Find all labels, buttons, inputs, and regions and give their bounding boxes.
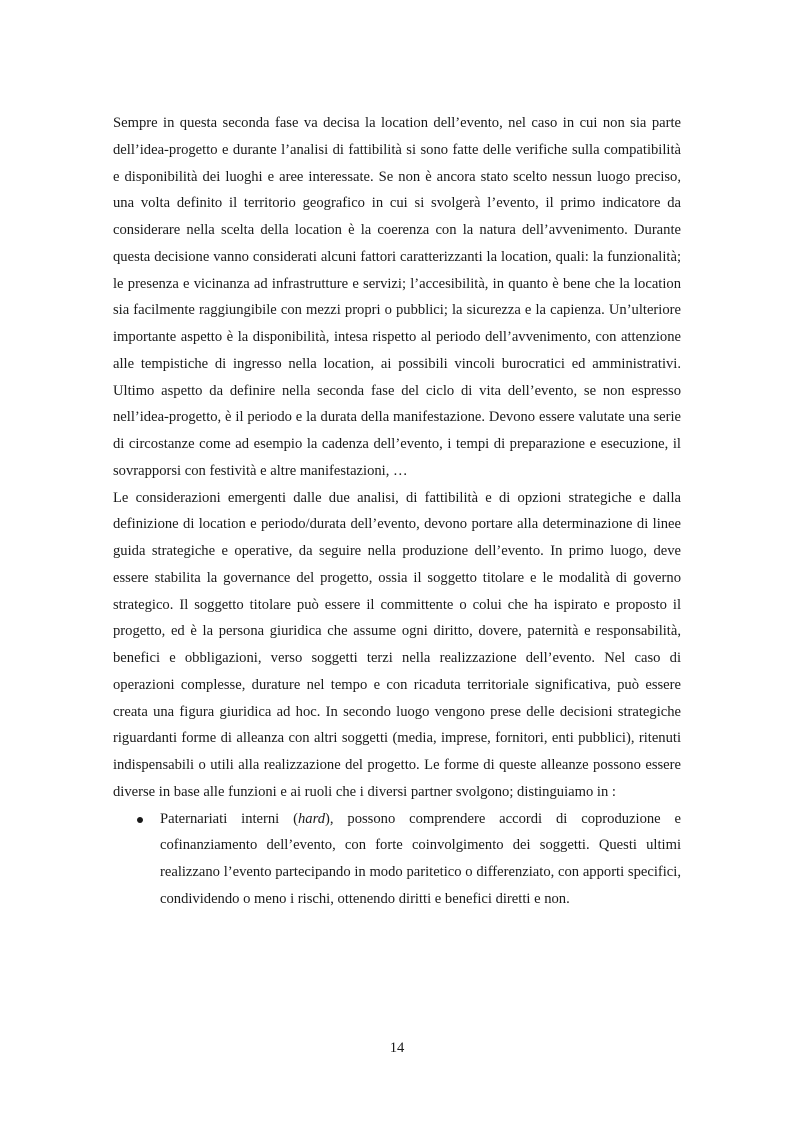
paragraph-location: Sempre in questa seconda fase va decisa la location dell’evento, nel caso in cui non sia parte dell’idea-progetto e durante l’analisi di fattibilità si sono fatte delle verifiche sulla compatibilità e disponibilità dei luoghi e aree interessate. Se non è ancora stato scelto nessun luogo preciso, una volta definito il territorio geografico in cui si svolgerà l’evento, il primo indicatore da considerare nella scelta della location è la coerenza con la natura dell’avvenimento. Durante questa decisione vanno considerati alcuni fattori caratterizzanti la location, quali: la funzionalità; le presenza e vicinanza ad infrastrutture e servizi; l’accesibilità, in quanto è bene che la location sia facilmente raggiungibile con mezzi propri o pubblici; la sicurezza e la capienza. Un’ulteriore importante aspetto è la disponibilità, intesa rispetto al periodo dell’avvenimento, con attenzione alle tempistiche di ingresso nella location, ai possibili vincoli burocratici ed amministrativi. Ultimo aspetto da definire nella seconda fase del ciclo di vita dell’evento, se non espresso nell’idea-progetto, è il periodo e la durata della manifestazione. Devono essere valutate una serie di circostanze come ad esempio la cadenza dell’evento, i tempi di preparazione e esecuzione, il sovrapporsi con festività e altre manifestazioni, … <box>113 115 681 479</box>
bullet-list <box>113 806 681 913</box>
body-text <box>113 110 681 913</box>
bullet-text-prefix: Paternariati interni ( <box>160 810 298 827</box>
bullet-icon <box>137 817 143 823</box>
page-number: 14 <box>389 1040 405 1056</box>
bullet-text-suffix: ), possono comprendere accordi di coproduzione e cofinanziamento dell’evento, con forte coinvolgimento dei soggetti. Questi ultimi realizzano l’evento partecipando in modo paritetico o differenziato, con apporti specifici, condividendo o meno i rischi, ottenendo diritti e benefici diretti e non. <box>160 810 682 907</box>
list-item <box>113 806 681 913</box>
paragraph-governance: Le considerazioni emergenti dalle due analisi, di fattibilità e di opzioni strategiche e dalla definizione di location e periodo/durata dell’evento, devono portare alla determinazione di linee guida strategiche e operative, da seguire nella produzione dell’evento. In primo luogo, deve essere stabilita la governance del progetto, ossia il soggetto titolare e le modalità di governo strategico. Il soggetto titolare può essere il committente o colui che ha ispirato e proposto il progetto, ed è la persona giuridica che assume ogni diritto, dovere, paternità e responsabilità, benefici e obbligazioni, verso soggetti terzi nella realizzazione dell’evento. Nel caso di operazioni complesse, durature nel tempo e con ricaduta territoriale significativa, può essere creata una figura giuridica ad hoc. In secondo luogo vengono prese delle decisioni strategiche riguardanti forme di alleanza con altri soggetti (media, imprese, fornitori, enti pubblici), ritenuti indispensabili o utili alla realizzazione del progetto. Le forme di queste alleanze possono essere diverse in base alle funzioni e ai ruoli che i diversi partner svolgono; distinguiamo in : <box>113 489 681 800</box>
bullet-text-emphasis: hard <box>297 810 326 827</box>
